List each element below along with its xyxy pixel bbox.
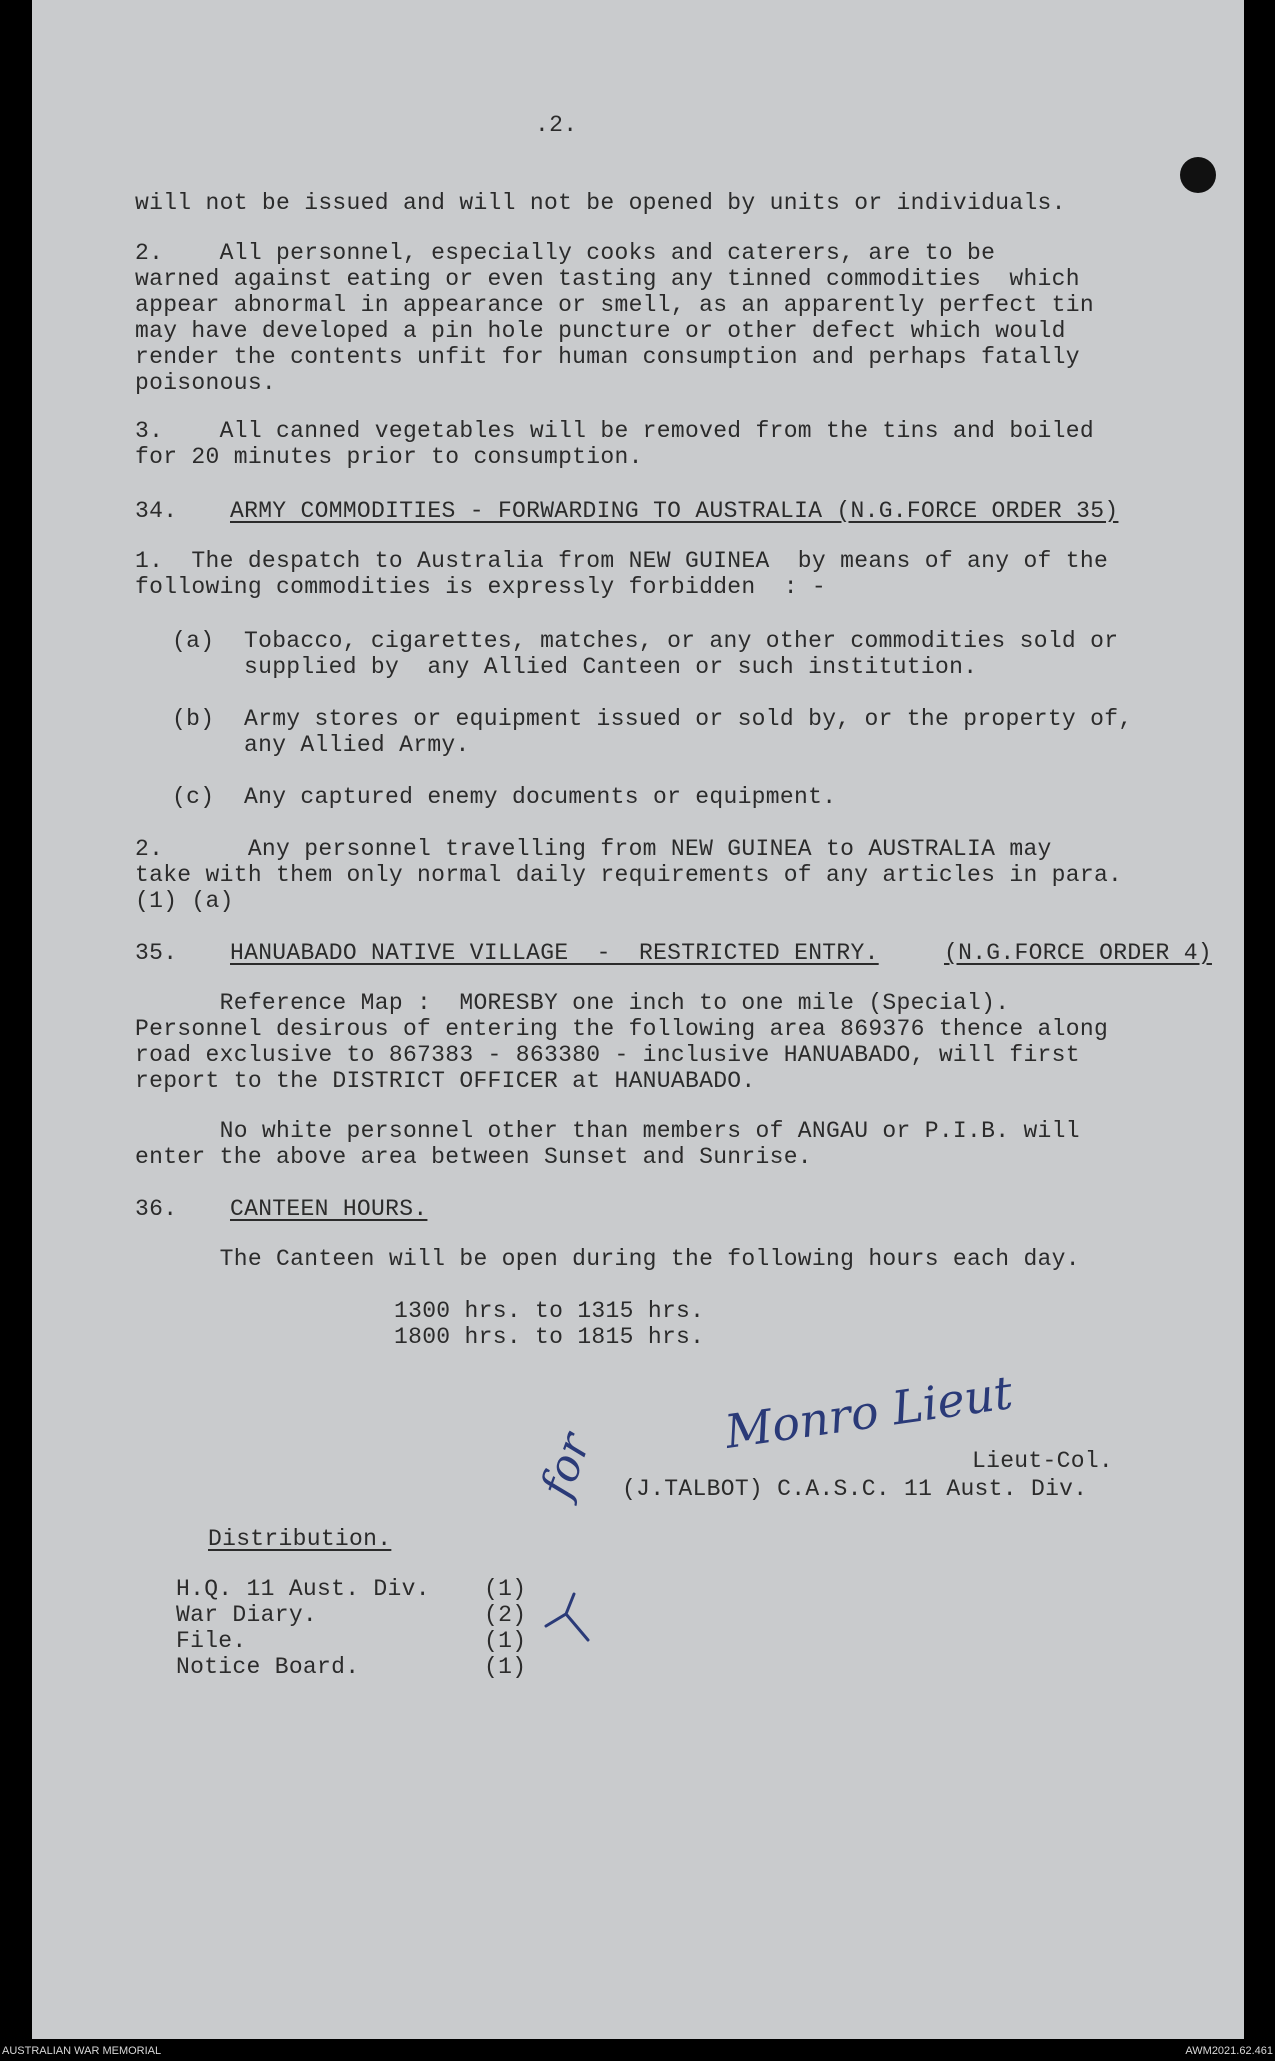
section-title: ARMY COMMODITIES - FORWARDING TO AUSTRALIA (N.G.FORCE ORDER 35) [230, 498, 1119, 524]
footer-left: AUSTRALIAN WAR MEMORIAL [2, 2045, 162, 2057]
section-number: 34. [135, 498, 178, 524]
text-line: report to the DISTRICT OFFICER at HANUABADO. [135, 1068, 756, 1094]
hours-line: 1300 hrs. to 1315 hrs. [394, 1298, 705, 1324]
list-text: supplied by any Allied Canteen or such institution. [244, 654, 978, 680]
distribution-item: Notice Board. [176, 1654, 360, 1680]
text-line: Personnel desirous of entering the following area 869376 thence along [135, 1016, 1109, 1042]
text-line: (1) (a) [135, 888, 234, 914]
section-reference: (N.G.FORCE ORDER 4) [944, 940, 1212, 966]
page-number: .2. [535, 112, 578, 138]
list-label: (b) [172, 706, 215, 732]
text-line: following commodities is expressly forbidden : - [135, 574, 827, 600]
list-text: any Allied Army. [244, 732, 470, 758]
text-line: 2. Any personnel travelling from NEW GUINEA to AUSTRALIA may [135, 836, 1052, 862]
distribution-item: War Diary. [176, 1602, 318, 1628]
footer-right: AWM2021.62.461 [1185, 2045, 1273, 2057]
text-line: 2. All personnel, especially cooks and caterers, are to be [135, 240, 996, 266]
distribution-heading: Distribution. [208, 1526, 392, 1552]
list-text: Army stores or equipment issued or sold by, or the property of, [244, 706, 1133, 732]
handwritten-signature: Monro Lieut [721, 1365, 1016, 1459]
document-page [32, 0, 1244, 2039]
section-number: 36. [135, 1196, 178, 1222]
text-line: may have developed a pin hole puncture or other defect which would [135, 318, 1066, 344]
text-line: 3. All canned vegetables will be removed from the tins and boiled [135, 418, 1094, 444]
text-line: 1. The despatch to Australia from NEW GUINEA by means of any of the [135, 548, 1109, 574]
distribution-item: H.Q. 11 Aust. Div. [176, 1576, 430, 1602]
list-label: (a) [172, 628, 215, 654]
section-title: CANTEEN HOURS. [230, 1196, 428, 1222]
section-title: HANUABADO NATIVE VILLAGE - RESTRICTED ENTRY. [230, 940, 879, 966]
text-line: Reference Map : MORESBY one inch to one mile (Special). [135, 990, 1010, 1016]
text-line: for 20 minutes prior to consumption. [135, 444, 643, 470]
text-line: appear abnormal in appearance or smell, as an apparently perfect tin [135, 292, 1094, 318]
section-number: 35. [135, 940, 178, 966]
text-line: The Canteen will be open during the following hours each day. [135, 1246, 1080, 1272]
distribution-count: (2) [484, 1602, 527, 1628]
list-text: Tobacco, cigarettes, matches, or any other commodities sold or [244, 628, 1119, 654]
text-line: road exclusive to 867383 - 863380 - inclusive HANUABADO, will first [135, 1042, 1080, 1068]
text-line: take with them only normal daily requirements of any articles in para. [135, 862, 1123, 888]
distribution-count: (1) [484, 1628, 527, 1654]
handwritten-for: for [531, 1426, 601, 1505]
list-text: Any captured enemy documents or equipment. [244, 784, 837, 810]
distribution-count: (1) [484, 1654, 527, 1680]
text-line: enter the above area between Sunset and Sunrise. [135, 1144, 812, 1170]
text-line: render the contents unfit for human consumption and perhaps fatally [135, 344, 1080, 370]
text-line: warned against eating or even tasting any tinned commodities which [135, 266, 1080, 292]
distribution-count: (1) [484, 1576, 527, 1602]
list-label: (c) [172, 784, 215, 810]
hours-line: 1800 hrs. to 1815 hrs. [394, 1324, 705, 1350]
check-mark-icon [540, 1586, 600, 1646]
signatory-rank: Lieut-Col. [972, 1448, 1114, 1474]
distribution-item: File. [176, 1628, 247, 1654]
text-line: poisonous. [135, 370, 277, 396]
text-line: will not be issued and will not be opened by units or individuals. [135, 190, 1066, 216]
signatory-name: (J.TALBOT) C.A.S.C. 11 Aust. Div. [622, 1476, 1088, 1502]
text-line: No white personnel other than members of ANGAU or P.I.B. will [135, 1118, 1080, 1144]
punch-hole [1180, 157, 1216, 193]
